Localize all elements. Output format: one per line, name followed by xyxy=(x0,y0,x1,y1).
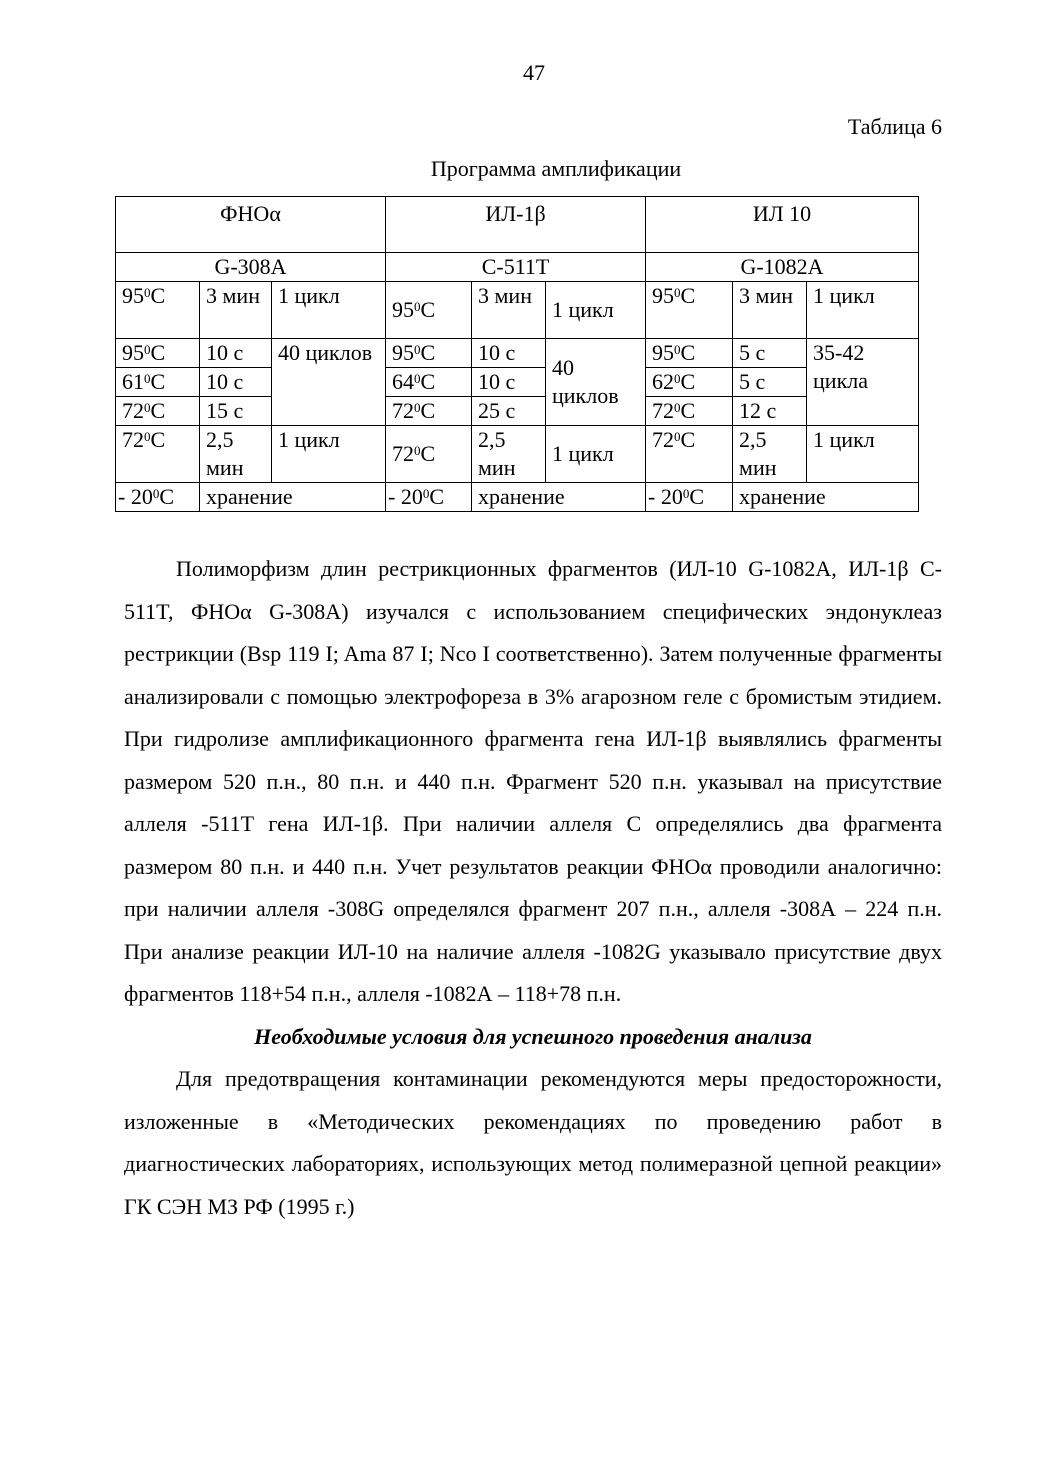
polymorphism-header: G-308A xyxy=(116,253,386,282)
time-cell: 3 мин xyxy=(200,282,272,339)
temp-cell: $72^0С$ xyxy=(116,426,200,483)
table-row-step xyxy=(116,368,919,397)
time-cell: 10 с xyxy=(472,368,546,397)
table-row-final xyxy=(116,426,919,483)
section-heading: Необходимые условия для успешного проведения анализа xyxy=(254,1023,812,1049)
time-cell: 2,5 мин xyxy=(733,426,807,483)
temp-cell: $72^0С$ xyxy=(386,397,472,426)
cycles-cell: 1 цикл xyxy=(807,282,919,339)
table-row-storage xyxy=(116,483,919,512)
cycles-cell: 40 циклов xyxy=(272,339,386,426)
table-row-step xyxy=(116,397,919,426)
time-cell: 10 с xyxy=(200,339,272,368)
gene-header: ИЛ 10 xyxy=(646,197,919,253)
temp-cell: $95^0С$ xyxy=(386,282,472,339)
cycles-cell: 1 цикл xyxy=(807,426,919,483)
temp-cell: $95^0С$ xyxy=(116,339,200,368)
polymorphism-header-row xyxy=(116,253,919,282)
temp-cell: $72^0С$ xyxy=(646,397,733,426)
temp-cell: $61^0С$ xyxy=(116,368,200,397)
time-cell: 3 мин xyxy=(472,282,546,339)
temp-cell: $72^0С$ xyxy=(116,397,200,426)
gene-header-row xyxy=(116,197,919,253)
cycles-cell: 1 цикл xyxy=(272,426,386,483)
table-row-step xyxy=(116,339,919,368)
temp-cell: - $20^0С$ xyxy=(646,483,733,512)
time-cell: 10 с xyxy=(200,368,272,397)
gene-header: ИЛ-1β xyxy=(386,197,646,253)
temp-cell: $64^0С$ xyxy=(386,368,472,397)
time-cell: 10 с xyxy=(472,339,546,368)
temp-cell: $72^0С$ xyxy=(646,426,733,483)
body-text xyxy=(124,548,942,1228)
time-cell: 15 с xyxy=(200,397,272,426)
time-cell: 2,5 мин xyxy=(200,426,272,483)
cycles-cell: 1 цикл xyxy=(546,426,646,483)
temp-cell: - $20^0С$ xyxy=(116,483,200,512)
cycles-cell: 1 цикл xyxy=(272,282,386,339)
temp-cell: $95^0С$ xyxy=(646,282,733,339)
storage-cell: хранение xyxy=(200,483,386,512)
time-cell: 12 с xyxy=(733,397,807,426)
temp-cell: - $20^0С$ xyxy=(386,483,472,512)
temp-cell: $95^0С$ xyxy=(386,339,472,368)
temp-cell: $95^0С$ xyxy=(116,282,200,339)
storage-cell: хранение xyxy=(733,483,919,512)
time-cell: 5 с xyxy=(733,339,807,368)
time-cell: 2,5 мин xyxy=(472,426,546,483)
amplification-table xyxy=(115,196,919,512)
storage-cell: хранение xyxy=(472,483,646,512)
paragraph-precautions: Для предотвращения контаминации рекомендуются меры предосторожности, изложенные в «Методических рекомендациях по проведению работ в диагностических лабораториях, использующих метод полимеразной цепной реакции» ГК СЭН МЗ РФ (1995 г.) xyxy=(124,1066,942,1219)
gene-header: ФНОα xyxy=(116,197,386,253)
time-cell: 3 мин xyxy=(733,282,807,339)
time-cell: 5 с xyxy=(733,368,807,397)
page-number: 47 xyxy=(523,60,545,85)
time-cell: 25 с xyxy=(472,397,546,426)
temp-cell: $95^0С$ xyxy=(646,339,733,368)
polymorphism-header: C-511T xyxy=(386,253,646,282)
polymorphism-header: G-1082A xyxy=(646,253,919,282)
cycles-cell: 35-42 цикла xyxy=(807,339,919,426)
table-row-initial xyxy=(116,282,919,339)
temp-cell: $72^0С$ xyxy=(386,426,472,483)
temp-cell: $62^0С$ xyxy=(646,368,733,397)
table-caption: Программа амплификации xyxy=(430,156,682,181)
cycles-cell: 40 циклов xyxy=(546,339,646,426)
table-label: Таблица 6 xyxy=(847,114,942,139)
paragraph-methods: Полиморфизм длин рестрикционных фрагментов (ИЛ-10 G-1082A, ИЛ-1β C-511T, ФНОα G-308A) изучался с использованием специфических эндонуклеаз рестрикции (Bsp 119 I; Ama 87 I; Nco I соответственно). Затем полученные фрагменты анализировали с помощью электрофореза в 3% агарозном геле с бромистым этидием. При гидролизе амплификационного фрагмента гена ИЛ-1β выявлялись фрагменты размером 520 п.н., 80 п.н. и 440 п.н. Фрагмент 520 п.н. указывал на присутствие аллеля -511Т гена ИЛ-1β. При наличии аллеля С определялись два фрагмента размером 80 п.н. и 440 п.н. Учет результатов реакции ФНОα проводили аналогично: при наличии аллеля -308G определялся фрагмент 207 п.н., аллеля -308А – 224 п.н. При анализе реакции ИЛ-10 на наличие аллеля -1082G указывало присутствие двух фрагментов 118+54 п.н., аллеля -1082А – 118+78 п.н. xyxy=(124,556,942,1006)
cycles-cell: 1 цикл xyxy=(546,282,646,339)
